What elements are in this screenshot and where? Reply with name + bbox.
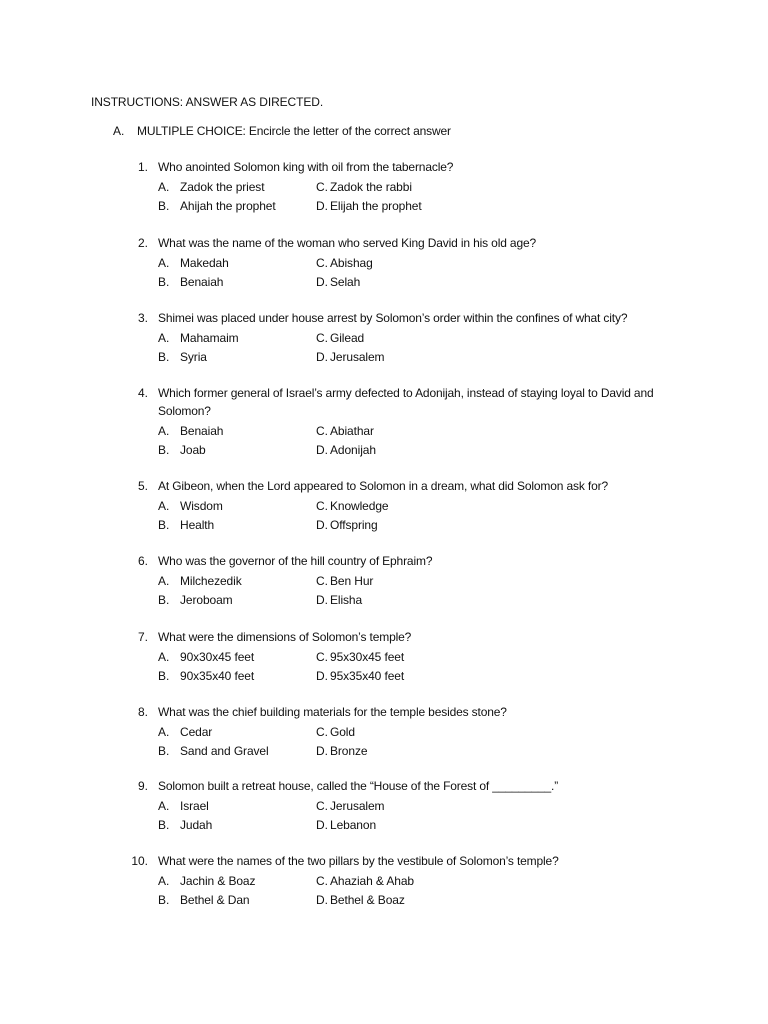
option-text: Makedah [180, 256, 229, 270]
option-text: Zadok the priest [180, 180, 265, 194]
option-letter[interactable]: D. [316, 443, 328, 457]
question-text: What were the dimensions of Solomon’s temple? [158, 630, 412, 644]
option-letter[interactable]: C. [316, 331, 328, 345]
option-text: Ben Hur [330, 574, 374, 588]
option-letter[interactable]: A. [158, 874, 170, 888]
option-text: 90x35x40 feet [180, 669, 255, 683]
option-letter[interactable]: A. [158, 650, 170, 664]
option-letter[interactable]: B. [158, 744, 170, 758]
question-text: Which former general of Israel’s army defected to Adonijah, instead of staying loyal to David and Solomon? [158, 386, 654, 418]
question-text: Who anointed Solomon king with oil from the tabernacle? [158, 160, 454, 174]
option-letter[interactable]: C. [316, 725, 328, 739]
question-text: What were the names of the two pillars by the vestibule of Solomon’s temple? [158, 854, 559, 868]
option-letter[interactable]: D. [316, 275, 328, 289]
question-number: 5. [137, 479, 148, 493]
option-text: 95x30x45 feet [330, 650, 405, 664]
option-text: Gold [330, 725, 355, 739]
option-letter[interactable]: B. [158, 199, 170, 213]
question-number: 9. [137, 779, 148, 793]
option-letter[interactable]: C. [316, 180, 328, 194]
option-letter[interactable]: A. [158, 180, 170, 194]
option-text: Zadok the rabbi [330, 180, 412, 194]
option-letter[interactable]: A. [158, 499, 170, 513]
option-letter[interactable]: B. [158, 443, 170, 457]
option-text: Offspring [330, 518, 378, 532]
option-text: Jerusalem [330, 350, 385, 364]
option-letter[interactable]: B. [158, 893, 170, 907]
option-letter[interactable]: D. [316, 818, 328, 832]
option-letter[interactable]: C. [316, 574, 328, 588]
option-text: Bethel & Dan [180, 893, 250, 907]
question-text: Who was the governor of the hill country of Ephraim? [158, 554, 433, 568]
question-text: Shimei was placed under house arrest by Solomon’s order within the confines of what city? [158, 311, 628, 325]
option-text: Elijah the prophet [330, 199, 422, 213]
option-text: Jachin & Boaz [180, 874, 256, 888]
option-letter[interactable]: D. [316, 199, 328, 213]
option-text: 90x30x45 feet [180, 650, 255, 664]
question-number: 3. [137, 311, 148, 325]
option-text: Sand and Gravel [180, 744, 269, 758]
option-text: Ahaziah & Ahab [330, 874, 415, 888]
option-text: Cedar [180, 725, 213, 739]
question-number: 1. [137, 160, 148, 174]
option-letter[interactable]: D. [316, 518, 328, 532]
section-letter: A. [113, 124, 125, 138]
option-letter[interactable]: D. [316, 893, 328, 907]
question-number: 8. [137, 705, 148, 719]
option-text: Benaiah [180, 275, 224, 289]
option-text: Israel [180, 799, 209, 813]
option-letter[interactable]: B. [158, 518, 170, 532]
option-letter[interactable]: B. [158, 275, 170, 289]
option-letter[interactable]: B. [158, 350, 170, 364]
option-letter[interactable]: A. [158, 424, 170, 438]
question-number: 10. [131, 854, 148, 868]
option-letter[interactable]: D. [316, 350, 328, 364]
question-text: At Gibeon, when the Lord appeared to Solomon in a dream, what did Solomon ask for? [158, 479, 608, 493]
option-text: Wisdom [180, 499, 223, 513]
question-text: What was the chief building materials for the temple besides stone? [158, 705, 507, 719]
option-text: Abiathar [330, 424, 374, 438]
option-letter[interactable]: C. [316, 650, 328, 664]
option-letter[interactable]: A. [158, 725, 170, 739]
option-letter[interactable]: A. [158, 574, 170, 588]
question-number: 6. [137, 554, 148, 568]
option-text: Elisha [330, 593, 363, 607]
option-letter[interactable]: C. [316, 256, 328, 270]
option-letter[interactable]: C. [316, 799, 328, 813]
option-text: Benaiah [180, 424, 224, 438]
option-letter[interactable]: A. [158, 799, 170, 813]
option-letter[interactable]: D. [316, 593, 328, 607]
section-title: MULTIPLE CHOICE: Encircle the letter of the correct answer [137, 124, 451, 138]
question-number: 7. [137, 630, 148, 644]
option-text: Milchezedik [180, 574, 242, 588]
option-letter[interactable]: A. [158, 331, 170, 345]
option-letter[interactable]: C. [316, 499, 328, 513]
option-letter[interactable]: B. [158, 818, 170, 832]
option-text: Abishag [330, 256, 373, 270]
option-text: Gilead [330, 331, 365, 345]
option-text: Knowledge [330, 499, 389, 513]
option-text: Mahamaim [180, 331, 239, 345]
instructions-heading: INSTRUCTIONS: ANSWER AS DIRECTED. [91, 95, 324, 109]
option-text: Selah [330, 275, 361, 289]
question-text: What was the name of the woman who served King David in his old age? [158, 236, 537, 250]
option-letter[interactable]: C. [316, 424, 328, 438]
option-text: Judah [180, 818, 213, 832]
option-text: Jeroboam [180, 593, 233, 607]
option-text: Adonijah [330, 443, 376, 457]
option-letter[interactable]: B. [158, 669, 170, 683]
option-text: Health [180, 518, 215, 532]
option-text: Ahijah the prophet [180, 199, 276, 213]
question-number: 4. [137, 386, 148, 400]
option-letter[interactable]: B. [158, 593, 170, 607]
option-text: Jerusalem [330, 799, 385, 813]
option-letter[interactable]: A. [158, 256, 170, 270]
option-text: Bronze [330, 744, 368, 758]
option-letter[interactable]: C. [316, 874, 328, 888]
option-text: Syria [180, 350, 207, 364]
option-text: Lebanon [330, 818, 377, 832]
option-text: Bethel & Boaz [330, 893, 405, 907]
option-letter[interactable]: D. [316, 669, 328, 683]
option-text: 95x35x40 feet [330, 669, 405, 683]
option-letter[interactable]: D. [316, 744, 328, 758]
question-number: 2. [137, 236, 148, 250]
question-text: Solomon built a retreat house, called the “House of the Forest of _________.” [158, 779, 559, 793]
option-text: Joab [180, 443, 206, 457]
